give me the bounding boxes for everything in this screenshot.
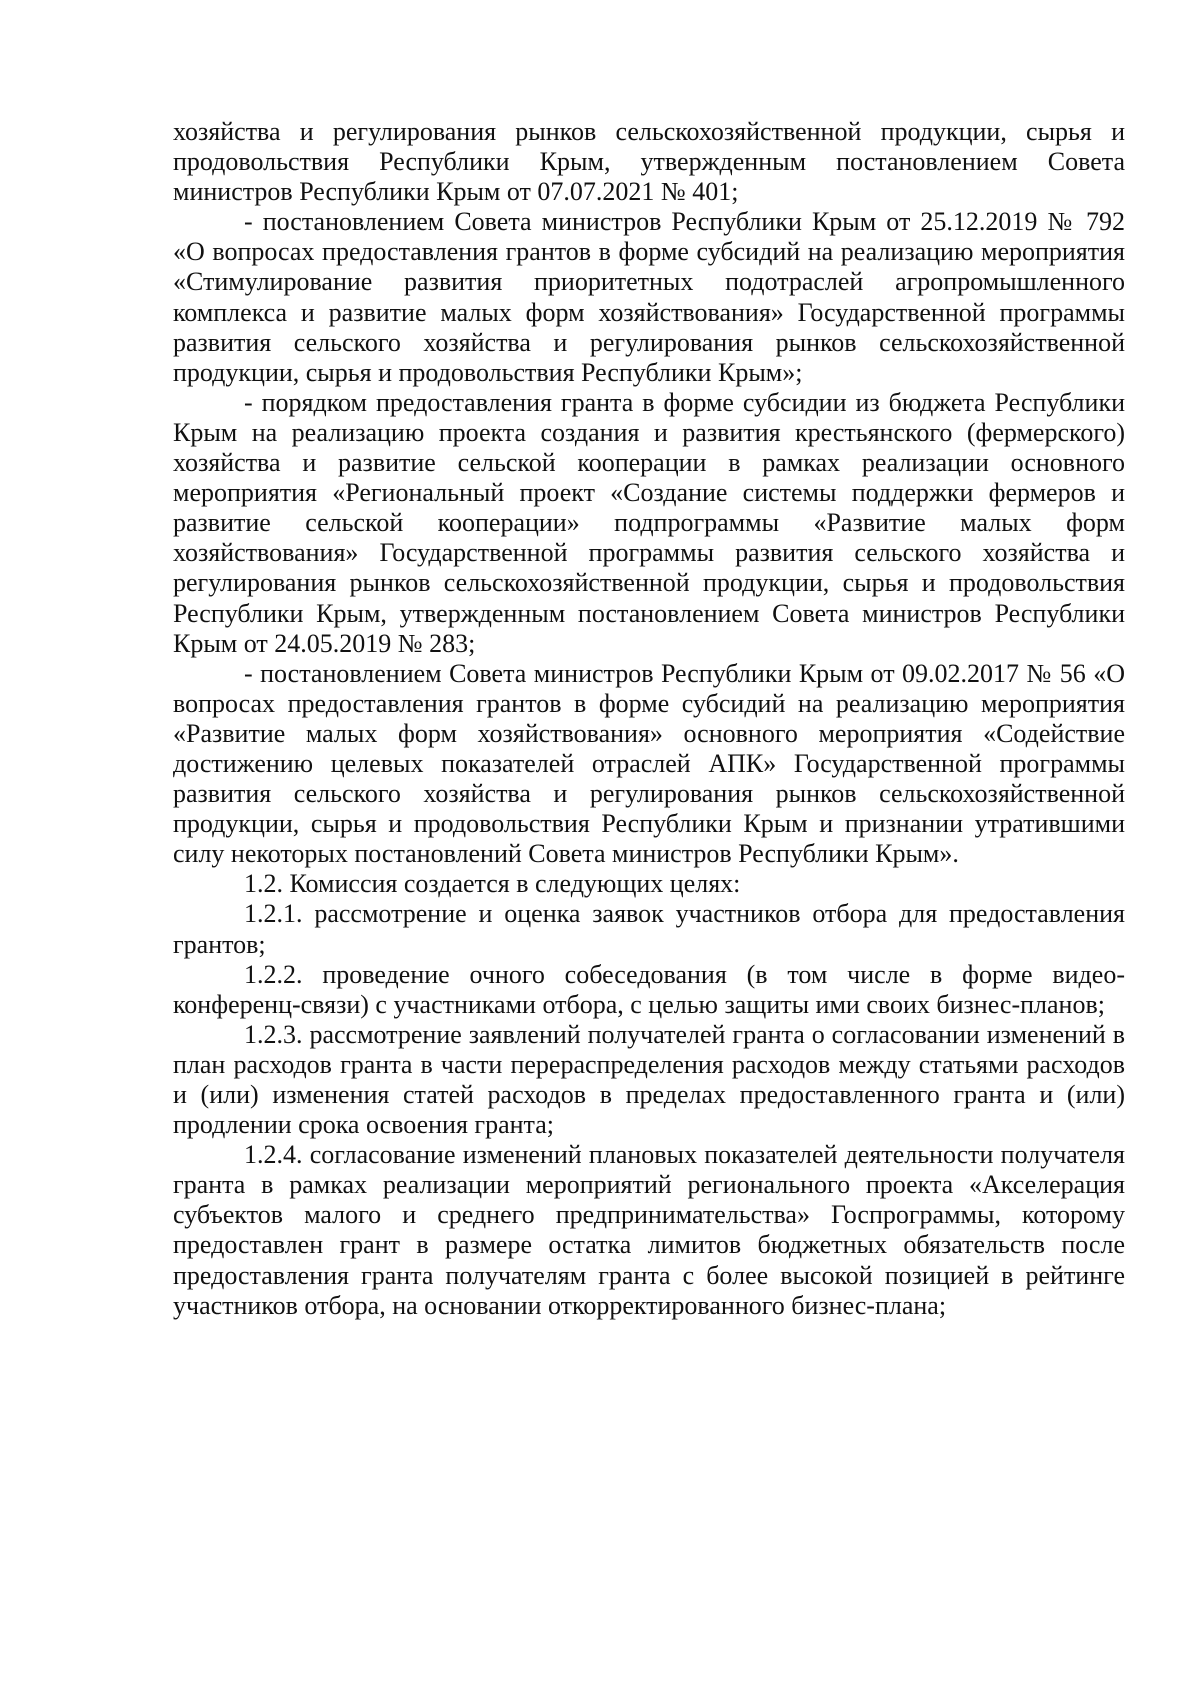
paragraph-grant-procedure-283: - порядком предоставления гранта в форме субсидии из бюджета Республики Крым на реализацию проекта создания и развития крестьянского (фермерского) хозяйства и развитие сельской кооперации в рамках реализации основного мероприятия «Региональный проект «Создание системы поддержки фермеров и развитие сельской кооперации» подпрограммы «Развитие малых форм хозяйствования» Государственной программы развития сельского хозяйства и регулирования рынков сельскохозяйственной продукции, сырья и продовольствия Республики Крым, утвержденным постановлением Совета министров Республики Крым от 24.05.2019 № 283; [173,387,1125,658]
paragraph-section-1-2-1: 1.2.1. рассмотрение и оценка заявок участников отбора для предоставления грантов; [173,899,1125,959]
paragraph-section-1-2-4: 1.2.4. согласование изменений плановых показателей деятельности получателя гранта в рамках реализации мероприятий регионального проекта «Акселерация субъектов малого и среднего предпринимательства» Госпрограммы, которому предоставлен грант в размере остатка лимитов бюджетных обязательств после предоставления гранта получателям гранта с более высокой позицией в рейтинге участников отбора, на основании откорректированного бизнес-плана; [173,1140,1125,1320]
paragraph-section-1-2-3: 1.2.3. рассмотрение заявлений получателей гранта о согласовании изменений в план расходов гранта в части перераспределения расходов между статьями расходов и (или) изменения статей расходов в пределах предоставленного гранта и (или) продлении срока освоения гранта; [173,1019,1125,1140]
paragraph-resolution-56: - постановлением Совета министров Республики Крым от 09.02.2017 № 56 «О вопросах предоставления грантов в форме субсидий на реализацию мероприятия «Развитие малых форм хозяйствования» основного мероприятия «Содействие достижению целевых показателей отраслей АПК» Государственной программы развития сельского хозяйства и регулирования рынков сельскохозяйственной продукции, сырья и продовольствия Республики Крым и признании утратившими силу некоторых постановлений Совета министров Республики Крым». [173,658,1125,869]
document-body [173,117,1125,1321]
paragraph-section-1-2-2: 1.2.2. проведение очного собеседования (в том числе в форме видео-конференц-связи) с участниками отбора, с целью защиты ими своих бизнес-планов; [173,959,1125,1019]
paragraph-section-1-2: 1.2. Комиссия создается в следующих целях: [244,869,741,899]
paragraph-resolution-792: - постановлением Совета министров Республики Крым от 25.12.2019 № 792 «О вопросах предоставления грантов в форме субсидий на реализацию мероприятия «Стимулирование развития приоритетных подотраслей агропромышленного комплекса и развитие малых форм хозяйствования» Государственной программы развития сельского хозяйства и регулирования рынков сельскохозяйственной продукции, сырья и продовольствия Республики Крым»; [173,207,1125,387]
paragraph-continuation: хозяйства и регулирования рынков сельскохозяйственной продукции, сырья и продовольствия Республики Крым, утвержденным постановлением Совета министров Республики Крым от 07.07.2021 № 401; [173,117,1125,207]
